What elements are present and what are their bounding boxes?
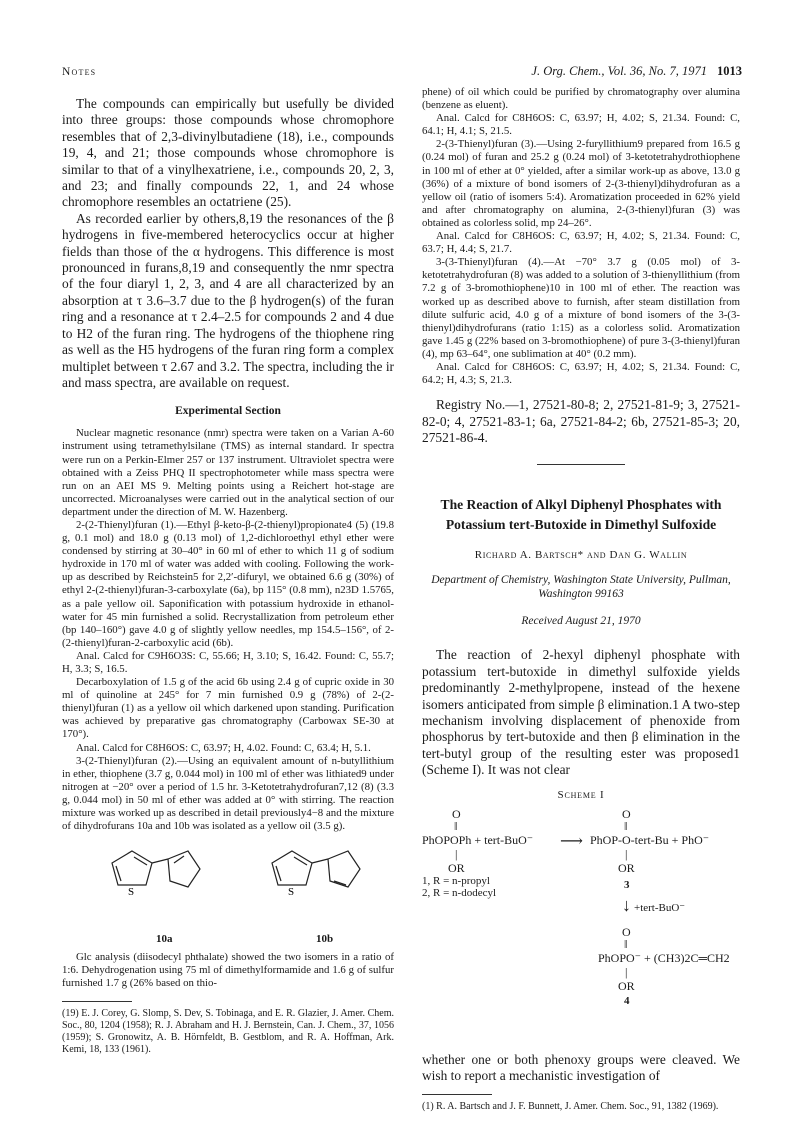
received-date: Received August 21, 1970 <box>521 615 641 628</box>
compound-3-label: 3 <box>624 878 630 891</box>
section-label: Notes <box>62 66 97 78</box>
scheme-oxygen-3: O <box>622 924 631 939</box>
compound-4-label: 4 <box>624 994 630 1007</box>
label-10b: 10b <box>316 933 334 946</box>
structure-10a <box>112 851 200 887</box>
scheme-1 <box>422 807 740 1052</box>
footnote-19: (19) E. J. Corey, G. Slomp, S. Dev, S. Tobinaga, and E. R. Glazier, J. Amer. Chem. Soc., 80, 1204 (1958); R. J. Abraham and H. J. Bernstein, Can. J. Chem., 37, 1056 (1959); S. Gronowitz, A. B. Hörnfeldt, B. Gestblom, and R. A. Hoffman, Ark. Kemi, 18, 133 (1961). <box>62 1007 394 1055</box>
exp-general: Nuclear magnetic resonance (nmr) spectra were taken on a Varian A-60 instrument using tetramethylsilane (TMS) as internal standard. Ir spectra were run on a Perkin-Elmer 257 or 137 instrument. Ultraviolet spectra were obtained with a Zeiss PHQ II spectrophotometer while mass spectra were run on an AEI MS 9. Melting points using a Reichert hot-stage are uncorrected. Microanalyses were carried out in the analytical section of our department under the direction of M. W. Hazenberg. <box>62 427 394 518</box>
exp-glc: Glc analysis (diisodecyl phthalate) showed the two isomers in a ratio of 1:6. Dehydrogenation using 75 ml of dimethylformamide and 1.6 g of sulfur furnished 1.7 g (26% based on thio- <box>62 951 394 990</box>
sulfur-atom-10b: S <box>288 886 295 899</box>
scheme-or-1: OR <box>448 860 465 875</box>
affiliation: Department of Chemistry, Washington State University, Pullman, Washington 99163 <box>431 574 731 601</box>
journal-name: J. Org. Chem., Vol. 36, No. 7, 1971 <box>531 64 707 78</box>
running-header <box>0 0 800 78</box>
single-bond-2: | <box>625 846 628 861</box>
exp-compound-3: 2-(3-Thienyl)furan (3).—Using 2-furyllithium9 prepared from 16.5 g (0.24 mol) of furan and 25.2 g (0.24 mol) of 3-ketotetrahydrothiophene in 100 ml of ether at 0° yielded, after a similar work-up as above, 13.0 g (36%) of a mixture of bond isomers of 2-(3-thienyl)dihydrofuran as a yellow oil (ratio of isomers 5:4). Aromatization proceeded in 62% yield and after chromatography on alumina, 2-(3-thienyl)furan (3) was obtained as colorless solid, mp 24–26°. <box>422 138 740 229</box>
intro-paragraph: The reaction of 2-hexyl diphenyl phosphate with potassium tert-butoxide in dimethyl sulfoxide yields predominantly 2-methylpropene, instead of the hexene isomers anticipated from simple β elimination.1 A two-step mechanism involving displacement of phenoxide from phosphorus by tert-butoxide and then β elimination in the tert-butyl group of the resulting ester was proposed1 (Scheme I). It was not clear <box>422 647 740 778</box>
experimental-heading: Experimental Section <box>175 405 281 418</box>
single-bond-1: | <box>455 846 458 861</box>
registry-numbers: Registry No.—1, 27521-80-8; 2, 27521-81-9; 3, 27521-82-0; 4, 27521-83-1; 6a, 27521-84-2; 6b, 27521-85-3; 20, 27521-86-4. <box>422 397 740 445</box>
analysis-6b: Anal. Calcd for C9H6O3S: C, 55.66; H, 3.10; S, 16.42. Found: C, 55.7; H, 3.3; S, 16.5. <box>62 649 394 675</box>
label-10a: 10a <box>156 933 173 946</box>
footnote-divider-right <box>422 1094 492 1095</box>
double-bond-3: ‖ <box>624 936 628 951</box>
scheme-arrow: ⟶ <box>560 832 583 850</box>
scheme-r-2: 2, R = n-dodecyl <box>422 886 497 899</box>
exp-decarboxylation: Decarboxylation of 1.5 g of the acid 6b using 2.4 g of cupric oxide in 30 ml of quinoline at 245° for 7 min furnished 0.9 g (78%) of 2-(2-thienyl)furan (1) as a yellow oil which darkened upon standing. Purification was achieved by preparative gas chromatography (Carbowax SE-30 at 170°). <box>62 676 394 741</box>
structure-drawing <box>62 833 394 933</box>
exp-compound-1: 2-(2-Thienyl)furan (1).—Ethyl β-keto-β-(2-thienyl)propionate4 (5) (19.8 g, 0.1 mol) and 18.0 g (0.13 mol) of 1,2-dichloroethyl ethyl ether were condensed by stirring at 30–40° in 60 ml of ether to which 11 g of sodium hydroxide in 170 ml of water was added with cooling. Following the work-up as described by Reichstein5 for 2,2′-difuryl, we obtained 6.6 g (30%) of ethyl 2-(2-thienyl)furan-3-carboxylate (6a), bp 115° (0.8 mm), n23D 1.5765, as a pale yellow oil. Saponification with potassium hydroxide in ethanol-water for 45 min furnished a solid. Recrystallization from petroleum ether (bp 140–160°) gave 4.0 g of slightly yellow needles, mp 154.5–156°, of 2-(2-thienyl)furan-2-carboxylic acid (6b). <box>62 518 394 649</box>
tail-paragraph: whether one or both phenoxy groups were cleaved. We wish to report a mechanistic investigation of <box>422 1051 740 1084</box>
single-bond-3: | <box>625 964 628 979</box>
scheme-or-3: OR <box>618 978 635 993</box>
scheme-reagent: +tert-BuO⁻ <box>634 901 686 914</box>
scheme-products: PhOP-O-tert-Bu + PhO⁻ <box>590 832 710 847</box>
scheme-final: PhOPO⁻ + (CH3)2C═CH2 <box>598 950 730 965</box>
authors: Richard A. Bartsch* and Dan G. Wallin <box>474 549 688 562</box>
right-column <box>422 86 740 1113</box>
analysis-1: Anal. Calcd for C8H6OS: C, 63.97; H, 4.02. Found: C, 63.4; H, 5.1. <box>76 741 371 754</box>
article-title: The Reaction of Alkyl Diphenyl Phosphates with Potassium tert-Butoxide in Dimethyl Sulfoxide <box>440 497 722 533</box>
structures-10a-10b <box>62 833 394 951</box>
paragraph-groups: The compounds can empirically but usefully be divided into three groups: those compounds whose chromophore resembles that of 2,3-divinylbutadiene (18), i.e., compounds 19, 4, and 21; those compounds whose chromophore is similar to that of a vinylhexatriene, i.e., compounds 20, 2, 3, and 23; and finally compounds 22, 1, and 24 whose chromophore resembles an octatriene (25). <box>62 96 394 210</box>
page-number: 1013 <box>717 64 742 78</box>
exp-compound-4: 3-(3-Thienyl)furan (4).—At −70° 3.7 g (0.05 mol) of 3-ketotetrahydrofuran (8) was added to a solution of 3-thienyllithium (from 7.2 g of 3-bromothiophene)10 in 100 ml of ether. The reaction was worked up as described above to furnish, after steam distillation from dilute sulfuric acid, 4.0 g of a mixture of bond isomers of the 3-(3-thienyl)dihydrofurans (ratio 1:15) as a colorless solid. Aromatization gave 1.45 g (22% based on 3-bromothiophene) of pure 3-(3-thienyl)furan (4), mp 63–64°, one sublimation at 40° (0.2 mm). <box>422 256 740 360</box>
exp-compound-2: 3-(2-Thienyl)furan (2).—Using an equivalent amount of n-butyllithium in ether, thiophene (3.7 g, 0.044 mol) in 100 ml of ether was lithiated9 under nitrogen at −20° over a period of 1.5 hr. 3-Ketotetrahydrofuran7,12 (8) (3.3 g, 0.044 mol) in 50 ml of ether was added at 0° with stirring. The reaction mixture was worked up as described in detail previously4−8 and the mixture of dihydrofurans 10a and 10b was isolated as a yellow oil (3.5 g). <box>62 754 394 833</box>
scheme-oxygen-2: O <box>622 806 631 821</box>
scheme-reactants: PhOPOPh + tert-BuO⁻ <box>422 832 534 847</box>
left-column <box>62 96 394 1056</box>
footnote-divider <box>62 1001 132 1002</box>
scheme-title: Scheme I <box>557 788 605 801</box>
analysis-3: Anal. Calcd for C8H6OS: C, 63.97; H, 4.02; S, 21.34. Found: C, 63.7; H, 4.4; S, 21.7. <box>422 230 740 256</box>
scheme-oxygen-1: O <box>452 806 461 821</box>
scheme-or-2: OR <box>618 860 635 875</box>
double-bond-1: ‖ <box>454 818 458 833</box>
scheme-r-1: 1, R = n-propyl <box>422 874 490 887</box>
analysis-2: Anal. Calcd for C8H6OS: C, 63.97; H, 4.02; S, 21.34. Found: C, 64.1; H, 4.1; S, 21.5. <box>422 112 740 138</box>
paragraph-nmr: As recorded earlier by others,8,19 the resonances of the β hydrogens in five-membered heterocyclics occur at higher fields than those of the α hydrogens. This difference is most pronounced in furans,8,19 and consequently the nmr spectra of the four diaryl 1, 2, 3, and 4 are all characterized by an absorption at τ 3.6–3.7 due to the β hydrogen(s) of the furan ring and a resonance at τ 2.4–2.5 for compounds 2 and 4 due to H2 of the furan ring. The hydrogens of the thiophene ring as well as the H5 hydrogens of the furan ring form a complex multiplet between τ 2.67 and 3.2. The spectra, including the ir and mass spectra, are available on request. <box>62 210 394 390</box>
sulfur-atom-10a: S <box>128 886 135 899</box>
article-divider <box>537 464 625 465</box>
down-arrow: ↓ <box>622 894 631 915</box>
analysis-4: Anal. Calcd for C8H6OS: C, 63.97; H, 4.02; S, 21.34. Found: C, 64.2; H, 4.3; S, 21.3. <box>422 360 740 387</box>
footnote-1: (1) R. A. Bartsch and J. F. Bunnett, J. Amer. Chem. Soc., 91, 1382 (1969). <box>422 1101 719 1113</box>
journal-citation <box>531 64 742 79</box>
double-bond-2: ‖ <box>624 818 628 833</box>
structure-10b <box>272 851 360 887</box>
exp-continued: phene) of oil which could be purified by chromatography over alumina (benzene as eluent). <box>422 86 740 112</box>
